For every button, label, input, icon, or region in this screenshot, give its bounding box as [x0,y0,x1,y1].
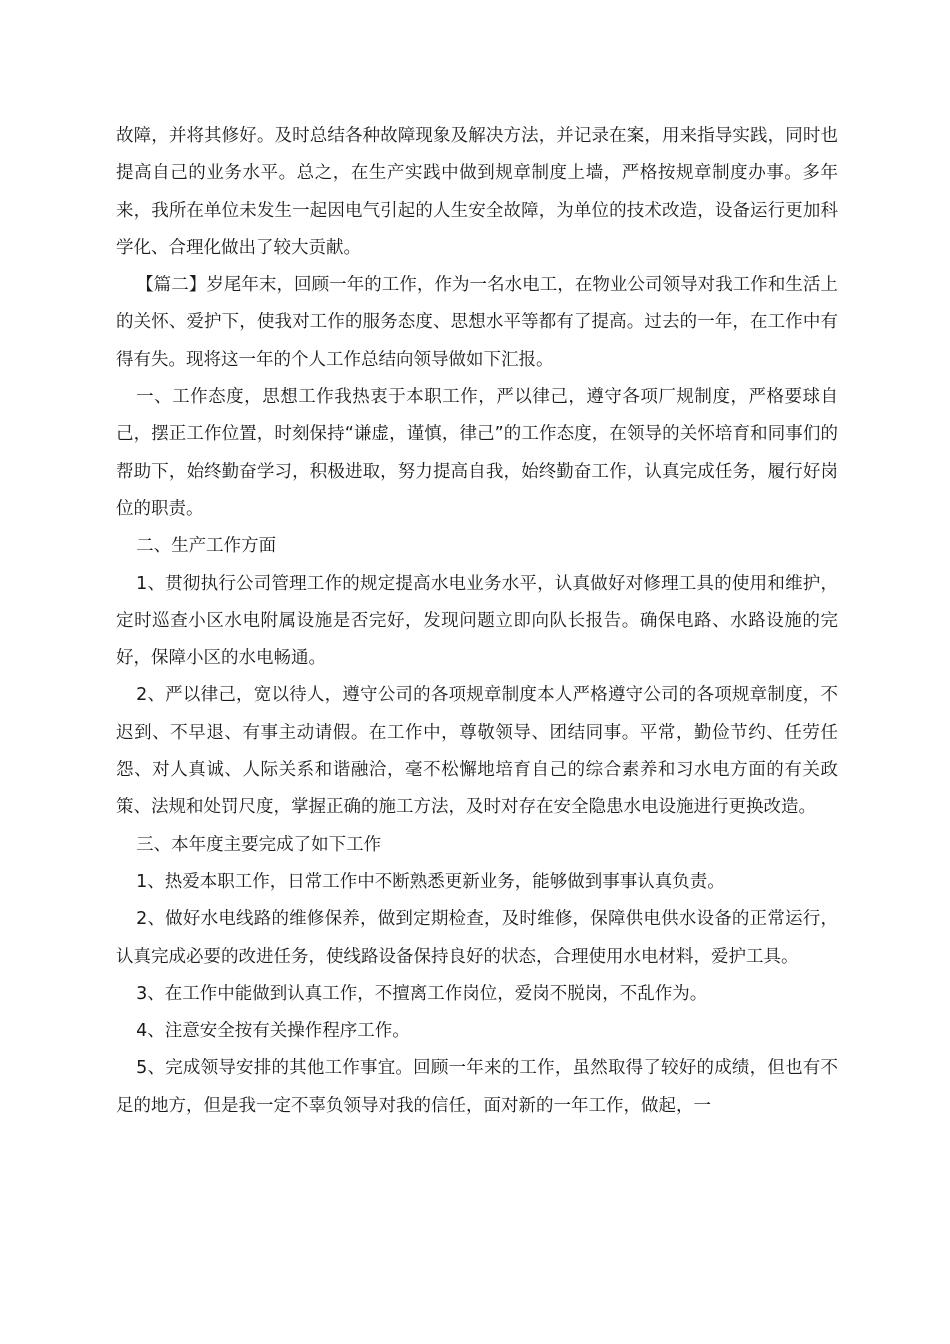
paragraph-4: 1、贯彻执行公司管理工作的规定提高水电业务水平，认真做好对修理工具的使用和维护，定时巡查小区水电附属设施是否完好，发现问题立即向队长报告。确保电路、水路设施的完好，保障小区的水电畅通。 [116,573,838,669]
paragraph-2: 一、工作态度，思想工作我热衷于本职工作，严以律己，遵守各项厂规制度，严格要球自己，摆正工作位置，时刻保持“谦虚，谨慎，律己”的工作态度，在领导的关怀培育和同事们的帮助下，始终勤奋学习，积极进取，努力提高自我，始终勤奋工作，认真完成任务，履行好岗位的职责。 [116,387,838,519]
paragraph-10: 4、注意安全按有关操作程序工作。 [136,1021,410,1042]
paragraph-8: 2、做好水电线路的维修保养，做到定期检查，及时维修，保障供电供水设备的正常运行，认真完成必要的改进任务，使线路设备保持良好的状态，合理使用水电材料，爱护工具。 [116,909,838,967]
section-heading-production: 二、生产工作方面 [136,536,277,557]
section-heading-annual-work: 三、本年度主要完成了如下工作 [136,834,382,855]
document-body [116,118,838,1125]
paragraph-5: 2、严以律己，宽以待人，遵守公司的各项规章制度本人严格遵守公司的各项规章制度，不迟到、不早退、有事主动请假。在工作中，尊敬领导、团结同事。平常，勤俭节约、任劳任怨、对人真诚、人际关系和谐融洽，毫不松懈地培育自己的综合素养和习水电方面的有关政策、法规和处罚尺度，掌握正确的施工方法，及时对存在安全隐患水电设施进行更换改造。 [116,685,838,818]
paragraph-7: 1、热爱本职工作，日常工作中不断熟悉更新业务，能够做到事事认真负责。 [136,871,725,892]
paragraph-0: 故障，并将其修好。及时总结各种故障现象及解决方法，并记录在案，用来指导实践，同时也提高自己的业务水平。总之，在生产实践中做到规章制度上墙，严格按规章制度办事。多年来，我所在单位未发生一起因电气引起的人生安全故障，为单位的技术改造，设备运行更加科学化、合理化做出了较大贡献。 [116,126,838,258]
paragraph-1: 【篇二】岁尾年末，回顾一年的工作，作为一名水电工，在物业公司领导对我工作和生活上的关怀、爱护下，使我对工作的服务态度、思想水平等都有了提高。过去的一年，在工作中有得有失。现将这一年的个人工作总结向领导做如下汇报。 [116,275,838,370]
paragraph-9: 3、在工作中能做到认真工作，不擅离工作岗位，爱岗不脱岗，不乱作为。 [136,983,708,1004]
paragraph-11: 5、完成领导安排的其他工作事宜。回顾一年来的工作，虽然取得了较好的成绩，但也有不足的地方，但是我一定不辜负领导对我的信任，面对新的一年工作，做起，一 [116,1058,838,1116]
